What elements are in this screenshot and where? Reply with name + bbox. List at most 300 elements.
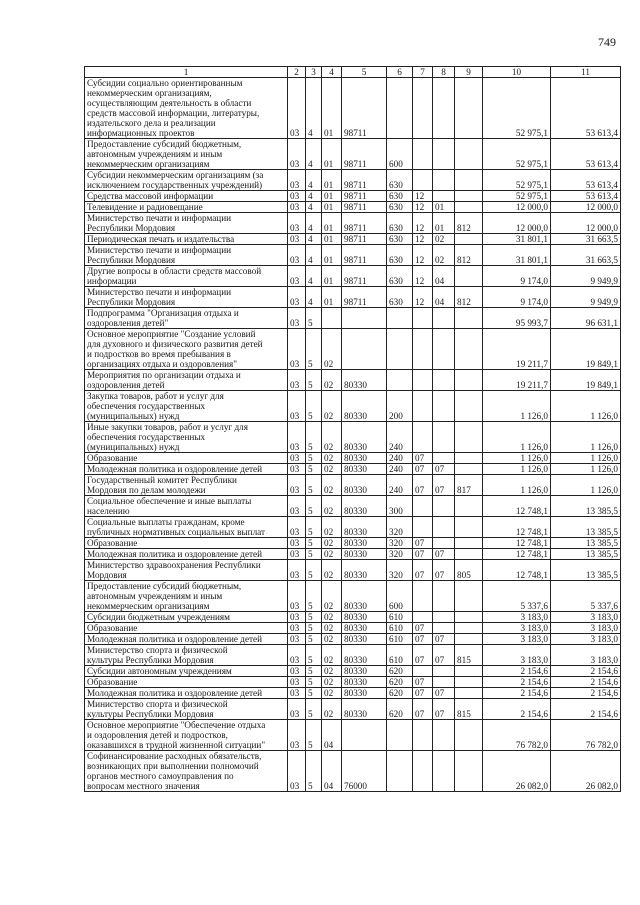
cell-pp: 5 — [306, 370, 322, 391]
table-row — [85, 612, 621, 623]
cell-vr: 610 — [387, 623, 413, 634]
cell-pp: 5 — [306, 538, 322, 549]
cell-grbs — [455, 422, 483, 453]
cell-rz: 07 — [413, 560, 433, 581]
header-cell-col-7: 7 — [413, 67, 433, 78]
cell-pp: 5 — [306, 453, 322, 464]
cell-gp: 03 — [288, 612, 306, 623]
cell-dir — [342, 308, 387, 329]
cell-name: Софинансирование расходных обязательств, возникающих при выполнении полномочий органов местного самоуправления по вопросам местного значения — [85, 751, 288, 792]
cell-pp: 4 — [306, 191, 322, 202]
cell-sum-2019: 2 154,6 — [483, 666, 551, 677]
cell-rz: 07 — [413, 475, 433, 496]
cell-name: Образование — [85, 538, 288, 549]
cell-name: Субсидии автономным учреждениям — [85, 666, 288, 677]
cell-dir: 80330 — [342, 453, 387, 464]
cell-om: 02 — [322, 391, 342, 422]
cell-grbs — [455, 634, 483, 645]
header-cell-col-11: 11 — [551, 67, 621, 78]
cell-rz — [413, 391, 433, 422]
cell-rz — [413, 370, 433, 391]
cell-sum-2019: 52 975,1 — [483, 191, 551, 202]
cell-dir: 98711 — [342, 170, 387, 191]
cell-pr — [433, 623, 455, 634]
cell-rz — [413, 751, 433, 792]
cell-sum-2019: 9 174,0 — [483, 266, 551, 287]
cell-pp: 5 — [306, 464, 322, 475]
cell-gp: 03 — [288, 170, 306, 191]
cell-sum-2020: 53 613,4 — [551, 139, 621, 170]
cell-gp: 03 — [288, 517, 306, 538]
cell-rz — [413, 666, 433, 677]
cell-sum-2020: 1 126,0 — [551, 453, 621, 464]
cell-name: Молодежная политика и оздоровление детей — [85, 634, 288, 645]
cell-vr: 610 — [387, 634, 413, 645]
cell-gp: 03 — [288, 370, 306, 391]
cell-rz: 12 — [413, 234, 433, 245]
cell-grbs: 805 — [455, 560, 483, 581]
cell-sum-2019: 1 126,0 — [483, 464, 551, 475]
cell-name: Предоставление субсидий бюджетным, автономным учреждениям и иным некоммерческим организациям — [85, 139, 288, 170]
cell-name: Министерство печати и информации Республики Мордовия — [85, 213, 288, 234]
cell-dir: 80330 — [342, 666, 387, 677]
cell-sum-2020: 3 183,0 — [551, 634, 621, 645]
cell-sum-2019: 31 801,1 — [483, 245, 551, 266]
cell-om: 02 — [322, 422, 342, 453]
cell-sum-2019: 12 748,1 — [483, 517, 551, 538]
cell-grbs — [455, 549, 483, 560]
cell-pp: 4 — [306, 78, 322, 139]
cell-rz: 12 — [413, 191, 433, 202]
cell-sum-2020: 19 849,1 — [551, 370, 621, 391]
cell-om: 02 — [322, 581, 342, 612]
cell-pp: 5 — [306, 688, 322, 699]
cell-pr: 02 — [433, 245, 455, 266]
cell-grbs — [455, 329, 483, 370]
cell-sum-2020: 2 154,6 — [551, 699, 621, 720]
cell-sum-2020: 12 000,0 — [551, 202, 621, 213]
cell-sum-2019: 12 748,1 — [483, 538, 551, 549]
cell-sum-2019: 52 975,1 — [483, 139, 551, 170]
table-row — [85, 391, 621, 422]
cell-om: 02 — [322, 549, 342, 560]
table-row — [85, 538, 621, 549]
cell-dir: 80330 — [342, 549, 387, 560]
cell-pp: 5 — [306, 612, 322, 623]
cell-sum-2019: 12 000,0 — [483, 213, 551, 234]
cell-sum-2019: 3 183,0 — [483, 645, 551, 666]
budget-table — [84, 66, 621, 792]
header-cell-col-5: 5 — [342, 67, 387, 78]
cell-om — [322, 308, 342, 329]
cell-om: 02 — [322, 688, 342, 699]
cell-vr: 620 — [387, 699, 413, 720]
cell-dir: 98711 — [342, 245, 387, 266]
cell-grbs — [455, 453, 483, 464]
cell-vr: 630 — [387, 266, 413, 287]
cell-name: Социальные выплаты гражданам, кроме публичных нормативных социальных выплат — [85, 517, 288, 538]
cell-grbs — [455, 78, 483, 139]
cell-gp: 03 — [288, 308, 306, 329]
cell-om: 01 — [322, 245, 342, 266]
cell-vr: 300 — [387, 496, 413, 517]
cell-sum-2019: 76 782,0 — [483, 720, 551, 751]
cell-vr: 320 — [387, 560, 413, 581]
cell-pr — [433, 139, 455, 170]
cell-rz — [413, 170, 433, 191]
cell-pp: 5 — [306, 645, 322, 666]
cell-vr: 200 — [387, 391, 413, 422]
cell-pr — [433, 422, 455, 453]
cell-gp: 03 — [288, 464, 306, 475]
cell-sum-2019: 1 126,0 — [483, 453, 551, 464]
cell-gp: 03 — [288, 699, 306, 720]
cell-gp: 03 — [288, 287, 306, 308]
cell-pp: 4 — [306, 213, 322, 234]
cell-sum-2019: 19 211,7 — [483, 329, 551, 370]
cell-pr — [433, 581, 455, 612]
table-row — [85, 139, 621, 170]
cell-gp: 03 — [288, 496, 306, 517]
cell-pr: 01 — [433, 202, 455, 213]
cell-om: 01 — [322, 170, 342, 191]
cell-gp: 03 — [288, 422, 306, 453]
cell-grbs — [455, 677, 483, 688]
table-row — [85, 496, 621, 517]
cell-sum-2019: 26 082,0 — [483, 751, 551, 792]
cell-pp: 5 — [306, 549, 322, 560]
cell-name: Молодежная политика и оздоровление детей — [85, 549, 288, 560]
cell-grbs: 815 — [455, 645, 483, 666]
cell-om: 02 — [322, 453, 342, 464]
cell-pr: 07 — [433, 549, 455, 560]
cell-dir — [342, 720, 387, 751]
cell-gp: 03 — [288, 666, 306, 677]
cell-rz: 07 — [413, 453, 433, 464]
cell-pr: 07 — [433, 464, 455, 475]
cell-pp: 5 — [306, 699, 322, 720]
cell-rz: 12 — [413, 266, 433, 287]
cell-sum-2019: 12 748,1 — [483, 549, 551, 560]
page-number: 749 — [598, 35, 616, 49]
cell-pr — [433, 751, 455, 792]
cell-sum-2020: 53 613,4 — [551, 78, 621, 139]
cell-gp: 03 — [288, 391, 306, 422]
cell-dir: 98711 — [342, 213, 387, 234]
cell-name: Периодическая печать и издательства — [85, 234, 288, 245]
cell-pr: 04 — [433, 266, 455, 287]
cell-gp: 03 — [288, 453, 306, 464]
cell-om: 02 — [322, 666, 342, 677]
cell-grbs — [455, 191, 483, 202]
cell-sum-2020: 19 849,1 — [551, 329, 621, 370]
cell-om: 01 — [322, 78, 342, 139]
cell-vr: 630 — [387, 213, 413, 234]
cell-vr: 320 — [387, 517, 413, 538]
cell-name: Субсидии некоммерческим организациям (за исключением государственных учреждений) — [85, 170, 288, 191]
cell-om: 02 — [322, 677, 342, 688]
cell-grbs — [455, 139, 483, 170]
cell-sum-2020: 13 385,5 — [551, 560, 621, 581]
cell-vr: 610 — [387, 612, 413, 623]
cell-sum-2019: 19 211,7 — [483, 370, 551, 391]
cell-sum-2020: 76 782,0 — [551, 720, 621, 751]
cell-om: 01 — [322, 202, 342, 213]
cell-vr: 320 — [387, 549, 413, 560]
cell-sum-2020: 2 154,6 — [551, 688, 621, 699]
cell-dir: 80330 — [342, 475, 387, 496]
cell-grbs — [455, 751, 483, 792]
cell-vr: 630 — [387, 234, 413, 245]
cell-dir: 80330 — [342, 645, 387, 666]
cell-sum-2020: 53 613,4 — [551, 191, 621, 202]
cell-pr — [433, 612, 455, 623]
cell-grbs: 815 — [455, 699, 483, 720]
cell-pp: 4 — [306, 287, 322, 308]
table-row — [85, 560, 621, 581]
cell-grbs — [455, 266, 483, 287]
table-row — [85, 329, 621, 370]
cell-om: 02 — [322, 645, 342, 666]
cell-pr: 07 — [433, 560, 455, 581]
table-row — [85, 266, 621, 287]
cell-sum-2019: 1 126,0 — [483, 422, 551, 453]
cell-rz: 07 — [413, 634, 433, 645]
cell-vr: 630 — [387, 191, 413, 202]
cell-dir: 80330 — [342, 538, 387, 549]
cell-rz — [413, 139, 433, 170]
cell-sum-2020: 13 385,5 — [551, 538, 621, 549]
header-row — [85, 67, 621, 78]
cell-gp: 03 — [288, 634, 306, 645]
cell-sum-2019: 52 975,1 — [483, 78, 551, 139]
cell-name: Социальное обеспечение и иные выплаты населению — [85, 496, 288, 517]
cell-dir: 98711 — [342, 191, 387, 202]
cell-rz — [413, 329, 433, 370]
table-row — [85, 666, 621, 677]
cell-rz: 12 — [413, 202, 433, 213]
table-row — [85, 699, 621, 720]
cell-grbs: 812 — [455, 287, 483, 308]
cell-rz: 07 — [413, 645, 433, 666]
cell-pr: 07 — [433, 634, 455, 645]
cell-name: Средства массовой информации — [85, 191, 288, 202]
cell-grbs — [455, 234, 483, 245]
cell-sum-2020: 1 126,0 — [551, 464, 621, 475]
cell-pp: 5 — [306, 560, 322, 581]
cell-grbs: 812 — [455, 213, 483, 234]
cell-grbs — [455, 623, 483, 634]
cell-vr: 630 — [387, 287, 413, 308]
table-row — [85, 517, 621, 538]
cell-sum-2019: 3 183,0 — [483, 623, 551, 634]
cell-rz — [413, 422, 433, 453]
cell-rz: 07 — [413, 677, 433, 688]
cell-pp: 5 — [306, 720, 322, 751]
cell-rz: 12 — [413, 287, 433, 308]
cell-name: Основное мероприятие "Создание условий для духовного и физического развития детей и подростков во время пребывания в организациях отдыха и оздоровления" — [85, 329, 288, 370]
cell-grbs — [455, 464, 483, 475]
cell-rz: 07 — [413, 464, 433, 475]
cell-gp: 03 — [288, 213, 306, 234]
cell-vr — [387, 720, 413, 751]
cell-pp: 5 — [306, 666, 322, 677]
cell-sum-2020: 3 183,0 — [551, 612, 621, 623]
cell-sum-2019: 12 748,1 — [483, 560, 551, 581]
cell-dir: 98711 — [342, 287, 387, 308]
cell-rz: 12 — [413, 213, 433, 234]
cell-pp: 4 — [306, 245, 322, 266]
cell-sum-2019: 2 154,6 — [483, 699, 551, 720]
cell-vr: 630 — [387, 202, 413, 213]
header-cell-col-6: 6 — [387, 67, 413, 78]
cell-sum-2019: 12 748,1 — [483, 496, 551, 517]
cell-gp: 03 — [288, 191, 306, 202]
cell-grbs — [455, 370, 483, 391]
cell-om: 04 — [322, 720, 342, 751]
cell-name: Предоставление субсидий бюджетным, автономным учреждениям и иным некоммерческим организациям — [85, 581, 288, 612]
table-row — [85, 453, 621, 464]
cell-grbs — [455, 517, 483, 538]
cell-om: 01 — [322, 213, 342, 234]
cell-rz — [413, 517, 433, 538]
table-row — [85, 370, 621, 391]
table-row — [85, 623, 621, 634]
cell-dir: 80330 — [342, 370, 387, 391]
cell-sum-2020: 3 183,0 — [551, 645, 621, 666]
cell-vr — [387, 78, 413, 139]
cell-name: Субсидии социально ориентированным некоммерческим организациям, осуществляющим деятельность в области средств массовой информации, литературы, издательского дела и реализации информационных проектов — [85, 78, 288, 139]
cell-dir: 80330 — [342, 699, 387, 720]
table-row — [85, 287, 621, 308]
cell-om: 02 — [322, 464, 342, 475]
cell-sum-2019: 1 126,0 — [483, 475, 551, 496]
cell-pr — [433, 538, 455, 549]
header-cell-col-9: 9 — [455, 67, 483, 78]
cell-pp: 4 — [306, 139, 322, 170]
table-header — [85, 67, 621, 78]
cell-name: Министерство здравоохранения Республики Мордовия — [85, 560, 288, 581]
cell-pp: 4 — [306, 202, 322, 213]
cell-gp: 03 — [288, 245, 306, 266]
header-cell-col-8: 8 — [433, 67, 455, 78]
cell-pr — [433, 720, 455, 751]
cell-sum-2020: 53 613,4 — [551, 170, 621, 191]
cell-sum-2020: 13 385,5 — [551, 549, 621, 560]
cell-sum-2019: 1 126,0 — [483, 391, 551, 422]
cell-om: 02 — [322, 560, 342, 581]
cell-sum-2020: 26 082,0 — [551, 751, 621, 792]
cell-pr — [433, 329, 455, 370]
cell-pp: 5 — [306, 677, 322, 688]
cell-dir: 98711 — [342, 202, 387, 213]
cell-dir: 98711 — [342, 78, 387, 139]
cell-om: 01 — [322, 287, 342, 308]
header-cell-col-4: 4 — [322, 67, 342, 78]
cell-dir: 80330 — [342, 623, 387, 634]
cell-name: Образование — [85, 453, 288, 464]
cell-dir: 80330 — [342, 496, 387, 517]
cell-pr: 02 — [433, 234, 455, 245]
cell-om: 02 — [322, 475, 342, 496]
cell-name: Иные закупки товаров, работ и услуг для обеспечения государственных (муниципальных) нужд — [85, 422, 288, 453]
cell-dir: 98711 — [342, 234, 387, 245]
table-row — [85, 688, 621, 699]
cell-rz: 07 — [413, 688, 433, 699]
cell-grbs — [455, 538, 483, 549]
cell-pp: 4 — [306, 170, 322, 191]
cell-name: Телевидение и радиовещание — [85, 202, 288, 213]
cell-rz: 07 — [413, 538, 433, 549]
cell-pp: 5 — [306, 496, 322, 517]
cell-vr: 620 — [387, 677, 413, 688]
table-row — [85, 720, 621, 751]
cell-pp: 5 — [306, 422, 322, 453]
cell-dir: 80330 — [342, 517, 387, 538]
cell-dir: 80330 — [342, 391, 387, 422]
table-body — [85, 78, 621, 792]
table-row — [85, 245, 621, 266]
cell-name: Молодежная политика и оздоровление детей — [85, 464, 288, 475]
cell-vr: 320 — [387, 538, 413, 549]
cell-dir: 80330 — [342, 422, 387, 453]
cell-om: 01 — [322, 266, 342, 287]
cell-vr: 600 — [387, 139, 413, 170]
table-row — [85, 549, 621, 560]
table-row — [85, 581, 621, 612]
cell-pp: 5 — [306, 623, 322, 634]
cell-pr: 07 — [433, 688, 455, 699]
cell-pp: 5 — [306, 329, 322, 370]
cell-grbs — [455, 391, 483, 422]
cell-om: 02 — [322, 612, 342, 623]
cell-grbs — [455, 308, 483, 329]
cell-name: Министерство спорта и физической культуры Республики Мордовия — [85, 699, 288, 720]
cell-om: 02 — [322, 370, 342, 391]
cell-pp: 4 — [306, 234, 322, 245]
cell-sum-2020: 1 126,0 — [551, 475, 621, 496]
cell-gp: 03 — [288, 266, 306, 287]
cell-vr: 620 — [387, 666, 413, 677]
cell-grbs — [455, 581, 483, 612]
cell-pp: 5 — [306, 391, 322, 422]
cell-gp: 03 — [288, 234, 306, 245]
cell-pr — [433, 308, 455, 329]
cell-rz — [413, 720, 433, 751]
cell-sum-2020: 96 631,1 — [551, 308, 621, 329]
cell-name: Закупка товаров, работ и услуг для обеспечения государственных (муниципальных) нужд — [85, 391, 288, 422]
cell-pp: 5 — [306, 517, 322, 538]
cell-sum-2020: 9 949,9 — [551, 287, 621, 308]
header-cell-col-1: 1 — [85, 67, 288, 78]
cell-sum-2020: 3 183,0 — [551, 623, 621, 634]
cell-rz: 07 — [413, 699, 433, 720]
cell-om: 02 — [322, 699, 342, 720]
cell-rz: 07 — [413, 549, 433, 560]
cell-om: 02 — [322, 634, 342, 645]
table-row — [85, 634, 621, 645]
cell-dir: 80330 — [342, 634, 387, 645]
cell-pp: 5 — [306, 581, 322, 612]
cell-sum-2019: 9 174,0 — [483, 287, 551, 308]
cell-gp: 03 — [288, 677, 306, 688]
table-row — [85, 677, 621, 688]
cell-grbs — [455, 720, 483, 751]
cell-sum-2019: 2 154,6 — [483, 688, 551, 699]
cell-dir: 80330 — [342, 464, 387, 475]
cell-sum-2019: 52 975,1 — [483, 170, 551, 191]
cell-sum-2020: 13 385,5 — [551, 496, 621, 517]
